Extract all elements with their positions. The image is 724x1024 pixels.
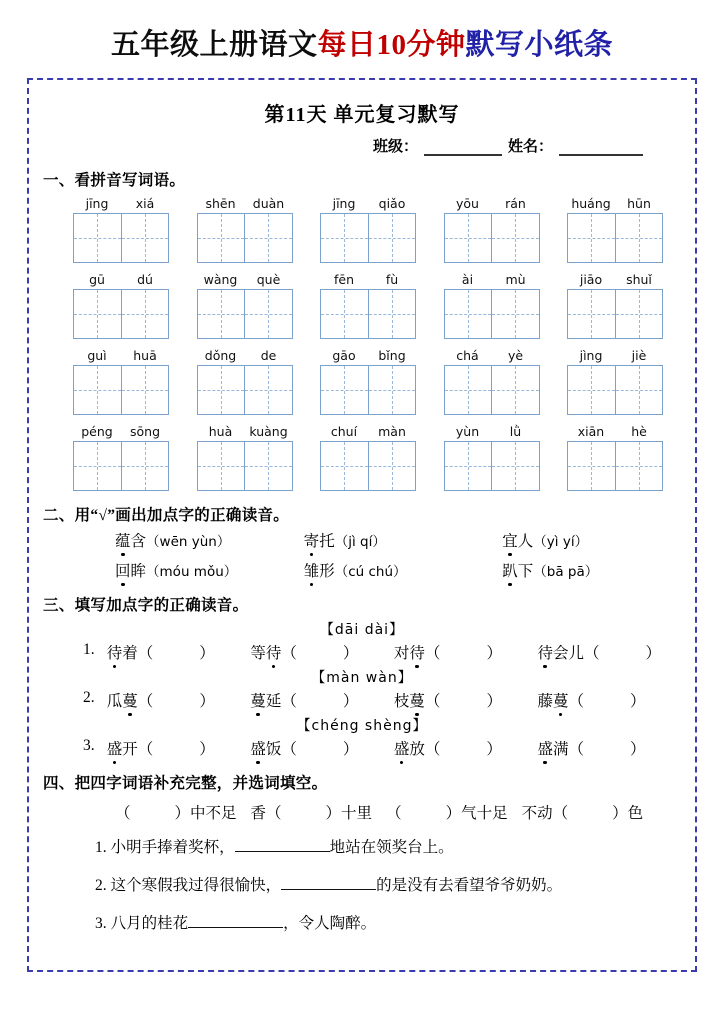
tianzige-cell[interactable] bbox=[368, 290, 416, 338]
tone-answer-row bbox=[43, 641, 681, 663]
idiom-close: ）色 bbox=[612, 805, 644, 822]
sentence-blank[interactable] bbox=[235, 838, 330, 852]
tianzige-cell[interactable] bbox=[568, 442, 615, 490]
tianzige-box[interactable] bbox=[567, 441, 663, 491]
tianzige-box[interactable] bbox=[567, 365, 663, 415]
close-paren: ） bbox=[342, 741, 359, 758]
tianzige-cell[interactable] bbox=[615, 290, 663, 338]
tianzige-cell[interactable] bbox=[244, 290, 292, 338]
tianzige-box[interactable] bbox=[197, 289, 293, 339]
pinyin-word-group bbox=[320, 272, 416, 339]
tone-item[interactable] bbox=[394, 737, 538, 759]
tianzige-box[interactable] bbox=[567, 213, 663, 263]
tianzige-box[interactable] bbox=[197, 365, 293, 415]
pinyin-syllable-2: sōng bbox=[129, 424, 161, 439]
close-paren: ） bbox=[629, 741, 646, 758]
tianzige-cell[interactable] bbox=[244, 366, 292, 414]
tianzige-box[interactable] bbox=[73, 441, 169, 491]
pinyin-syllable-2: qiǎo bbox=[378, 196, 406, 211]
prefix-text: 枝 bbox=[393, 693, 410, 710]
prefix-text: 对 bbox=[393, 645, 410, 662]
sentence-before: 八月的桂花 bbox=[110, 915, 189, 932]
tone-answer-row bbox=[43, 689, 681, 711]
tianzige-box[interactable] bbox=[444, 441, 540, 491]
word-rest: 形 bbox=[319, 563, 335, 580]
pinyin-row-2 bbox=[43, 272, 681, 339]
pinyin-pair bbox=[567, 196, 663, 211]
tianzige-cell[interactable] bbox=[615, 366, 663, 414]
pinyin-options[interactable]: （jì qí） bbox=[334, 534, 386, 550]
pinyin-syllable-2: fù bbox=[385, 272, 399, 287]
pinyin-syllable-2: kuàng bbox=[249, 424, 288, 439]
sentence-blank[interactable] bbox=[188, 914, 283, 928]
pinyin-syllable-1: jīng bbox=[332, 196, 356, 211]
word-rest: 下 bbox=[517, 563, 534, 580]
tianzige-cell[interactable] bbox=[321, 366, 368, 414]
tianzige-box[interactable] bbox=[197, 441, 293, 491]
tianzige-cell[interactable] bbox=[445, 290, 492, 338]
tianzige-cell[interactable] bbox=[368, 442, 416, 490]
idiom-close: ）气十足 bbox=[445, 805, 508, 822]
tone-item[interactable] bbox=[107, 737, 251, 759]
tianzige-cell[interactable] bbox=[121, 366, 169, 414]
pinyin-word-group bbox=[567, 348, 663, 415]
sentence-after: 的是没有去看望爷爷奶奶。 bbox=[376, 877, 563, 894]
pinyin-syllable-2: bǐng bbox=[378, 348, 406, 363]
sentence-before: 小明手捧着奖杯， bbox=[110, 839, 235, 856]
dotted-character: 盛 bbox=[107, 737, 123, 759]
pinyin-syllable-1: yùn bbox=[455, 424, 480, 439]
item-number: 2. bbox=[95, 877, 107, 894]
tianzige-cell[interactable] bbox=[121, 290, 169, 338]
pinyin-pair bbox=[320, 348, 416, 363]
pinyin-word-group bbox=[73, 348, 169, 415]
idiom-open: 香（ bbox=[250, 805, 282, 822]
pinyin-syllable-2: màn bbox=[378, 424, 406, 439]
tianzige-cell[interactable] bbox=[198, 214, 245, 262]
tianzige-cell[interactable] bbox=[445, 366, 492, 414]
tianzige-cell[interactable] bbox=[445, 442, 492, 490]
tianzige-cell[interactable] bbox=[568, 214, 615, 262]
class-input-blank[interactable] bbox=[424, 140, 502, 156]
pinyin-pair bbox=[197, 196, 293, 211]
tianzige-cell[interactable] bbox=[244, 442, 292, 490]
tianzige-cell[interactable] bbox=[321, 442, 368, 490]
pinyin-word-group bbox=[320, 196, 416, 263]
tone-item[interactable] bbox=[250, 737, 394, 759]
pinyin-options[interactable]: （yì yí） bbox=[533, 534, 589, 550]
dotted-character: 蔓 bbox=[553, 689, 569, 711]
pinyin-word-group bbox=[444, 196, 540, 263]
pinyin-word-group bbox=[197, 424, 293, 491]
tianzige-cell[interactable] bbox=[74, 366, 121, 414]
pinyin-row-4 bbox=[43, 424, 681, 491]
sentence-row bbox=[43, 873, 681, 895]
prefix-text: 等 bbox=[250, 645, 266, 662]
pinyin-syllable-1: ài bbox=[461, 272, 474, 287]
sentence-row bbox=[43, 911, 681, 933]
dotted-character: 寄 bbox=[304, 529, 320, 551]
suffix-text: 会儿（ bbox=[552, 645, 600, 662]
suffix-text: （ bbox=[137, 693, 154, 710]
pinyin-pair bbox=[444, 424, 540, 439]
tone-item[interactable] bbox=[107, 689, 251, 711]
pinyin-syllable-1: chuí bbox=[330, 424, 358, 439]
pinyin-syllable-2: xiá bbox=[135, 196, 155, 211]
sentence-row bbox=[43, 835, 681, 857]
tone-options-header: 【chéng shèng】 bbox=[296, 718, 428, 734]
tianzige-cell[interactable] bbox=[321, 290, 368, 338]
item-number: 2. bbox=[83, 689, 95, 706]
student-id-row bbox=[43, 135, 681, 156]
dotted-character: 盛 bbox=[250, 737, 266, 759]
pinyin-syllable-2: huā bbox=[133, 348, 157, 363]
tianzige-box[interactable] bbox=[320, 365, 416, 415]
class-label: 班级： bbox=[372, 139, 418, 155]
pinyin-row-3 bbox=[43, 348, 681, 415]
pinyin-pair bbox=[567, 348, 663, 363]
word-rest: 眸 bbox=[130, 563, 147, 580]
pinyin-syllable-1: jīng bbox=[85, 196, 109, 211]
close-paren: ） bbox=[645, 645, 661, 662]
dotted-character: 趴 bbox=[502, 559, 518, 581]
pronunciation-item[interactable] bbox=[115, 529, 304, 551]
prefix-text: 瓜 bbox=[106, 693, 123, 710]
pinyin-pair bbox=[197, 424, 293, 439]
pinyin-pair bbox=[320, 272, 416, 287]
dotted-character: 待 bbox=[537, 641, 553, 663]
tone-group-3 bbox=[43, 715, 681, 759]
pinyin-word-group bbox=[444, 348, 540, 415]
tianzige-cell[interactable] bbox=[568, 290, 615, 338]
pinyin-options[interactable]: （cú chú） bbox=[334, 564, 407, 580]
pinyin-pair bbox=[320, 424, 416, 439]
tianzige-cell[interactable] bbox=[368, 214, 416, 262]
tianzige-box[interactable] bbox=[320, 213, 416, 263]
suffix-text: 满（ bbox=[552, 741, 584, 758]
pronunciation-item[interactable] bbox=[304, 529, 503, 551]
pinyin-syllable-2: rán bbox=[505, 196, 526, 211]
close-paren: ） bbox=[199, 741, 215, 758]
tone-item[interactable] bbox=[394, 641, 538, 663]
sentence-before: 这个寒假我过得很愉快， bbox=[110, 877, 282, 894]
pinyin-word-group bbox=[320, 348, 416, 415]
tianzige-box[interactable] bbox=[444, 365, 540, 415]
suffix-text: （ bbox=[281, 645, 297, 662]
tianzige-cell[interactable] bbox=[74, 290, 121, 338]
tianzige-box[interactable] bbox=[320, 289, 416, 339]
pinyin-options[interactable]: （móu mǒu） bbox=[146, 564, 238, 580]
suffix-text: 着（ bbox=[122, 645, 154, 662]
pronunciation-item[interactable] bbox=[304, 559, 503, 581]
item-number: 1. bbox=[83, 641, 95, 658]
dotted-character: 蔓 bbox=[250, 689, 266, 711]
pinyin-word-group bbox=[567, 196, 663, 263]
dotted-character: 蕴 bbox=[115, 529, 131, 551]
name-input-blank[interactable] bbox=[559, 140, 643, 156]
pinyin-word-group bbox=[444, 272, 540, 339]
pinyin-pair bbox=[73, 196, 169, 211]
tianzige-cell[interactable] bbox=[244, 214, 292, 262]
tone-item[interactable] bbox=[537, 737, 681, 759]
pinyin-syllable-2: shuǐ bbox=[626, 272, 652, 287]
pinyin-syllable-2: hūn bbox=[627, 196, 651, 211]
suffix-text: （ bbox=[568, 693, 584, 710]
tone-item[interactable] bbox=[537, 641, 681, 663]
pinyin-syllable-1: guì bbox=[87, 348, 107, 363]
pinyin-syllable-1: huáng bbox=[571, 196, 611, 211]
pinyin-syllable-2: duàn bbox=[252, 196, 285, 211]
tone-answer-row bbox=[43, 737, 681, 759]
pinyin-word-group bbox=[320, 424, 416, 491]
pinyin-syllable-2: mù bbox=[505, 272, 526, 287]
dotted-character: 雏 bbox=[304, 559, 320, 581]
tone-item[interactable] bbox=[250, 689, 394, 711]
pronunciation-item[interactable] bbox=[502, 559, 681, 581]
suffix-text: （ bbox=[424, 645, 441, 662]
pinyin-pair bbox=[197, 272, 293, 287]
close-paren: ） bbox=[342, 693, 359, 710]
pinyin-pair bbox=[567, 424, 663, 439]
tianzige-cell[interactable] bbox=[74, 214, 121, 262]
pinyin-syllable-1: chá bbox=[456, 348, 479, 363]
pinyin-syllable-1: xiān bbox=[577, 424, 605, 439]
name-label: 姓名： bbox=[507, 139, 553, 155]
dotted-character: 待 bbox=[409, 641, 425, 663]
tianzige-cell[interactable] bbox=[615, 214, 663, 262]
tianzige-box[interactable] bbox=[444, 289, 540, 339]
pronunciation-row-1 bbox=[115, 529, 681, 551]
pinyin-syllable-1: dǒng bbox=[204, 348, 237, 363]
tianzige-cell[interactable] bbox=[491, 366, 539, 414]
tone-group-2 bbox=[43, 667, 681, 711]
tone-item[interactable] bbox=[107, 641, 251, 663]
close-paren: ） bbox=[342, 645, 359, 662]
pronunciation-choice-grid bbox=[43, 529, 681, 581]
pinyin-pair bbox=[73, 348, 169, 363]
idiom-open: 不动（ bbox=[521, 805, 569, 822]
item-number: 3. bbox=[95, 915, 107, 932]
suffix-text: 放（ bbox=[409, 741, 441, 758]
pinyin-word-group bbox=[197, 272, 293, 339]
tianzige-box[interactable] bbox=[73, 365, 169, 415]
word-rest: 人 bbox=[517, 533, 534, 550]
pinyin-syllable-1: yōu bbox=[456, 196, 479, 211]
tianzige-box[interactable] bbox=[567, 289, 663, 339]
dotted-character: 待 bbox=[266, 641, 282, 663]
section-4-title: 四、把四字词语补充完整，并选词填空。 bbox=[43, 775, 328, 792]
idiom-open: （ bbox=[386, 805, 402, 822]
pinyin-word-group bbox=[567, 424, 663, 491]
close-paren: ） bbox=[630, 693, 646, 710]
worksheet-frame bbox=[27, 78, 697, 972]
pinyin-pair bbox=[444, 272, 540, 287]
pinyin-pair bbox=[444, 348, 540, 363]
close-paren: ） bbox=[486, 645, 502, 662]
prefix-text: 藤 bbox=[537, 693, 553, 710]
tianzige-box[interactable] bbox=[444, 213, 540, 263]
pinyin-syllable-1: fēn bbox=[333, 272, 354, 287]
pinyin-word-group bbox=[444, 424, 540, 491]
tianzige-box[interactable] bbox=[320, 441, 416, 491]
title-segment-black: 五年级上册语文 bbox=[110, 29, 318, 61]
tone-options-header: 【màn wàn】 bbox=[311, 670, 413, 686]
pinyin-options[interactable]: （bā pā） bbox=[533, 564, 599, 580]
tianzige-cell[interactable] bbox=[321, 214, 368, 262]
pinyin-grid-rows bbox=[43, 196, 681, 491]
pinyin-syllable-2: què bbox=[256, 272, 281, 287]
tianzige-cell[interactable] bbox=[198, 366, 245, 414]
pinyin-syllable-1: shēn bbox=[205, 196, 236, 211]
tianzige-cell[interactable] bbox=[491, 442, 539, 490]
close-paren: ） bbox=[486, 693, 502, 710]
pinyin-syllable-2: yè bbox=[507, 348, 524, 363]
pronunciation-row-2 bbox=[115, 559, 681, 581]
pinyin-word-group bbox=[73, 424, 169, 491]
pinyin-syllable-2: jiè bbox=[631, 348, 647, 363]
item-number: 3. bbox=[83, 737, 95, 754]
tianzige-cell[interactable] bbox=[121, 442, 169, 490]
dotted-character: 蔓 bbox=[122, 689, 138, 711]
tianzige-cell[interactable] bbox=[615, 442, 663, 490]
title-segment-red: 每日10分钟 bbox=[317, 29, 466, 61]
pinyin-pair bbox=[73, 424, 169, 439]
pinyin-word-group bbox=[73, 196, 169, 263]
pinyin-syllable-1: jiāo bbox=[579, 272, 603, 287]
tianzige-cell[interactable] bbox=[74, 442, 121, 490]
pinyin-row-1 bbox=[43, 196, 681, 263]
tianzige-box[interactable] bbox=[73, 213, 169, 263]
word-rest: 托 bbox=[319, 533, 335, 550]
suffix-text: （ bbox=[424, 693, 441, 710]
pinyin-word-group bbox=[197, 348, 293, 415]
tianzige-cell[interactable] bbox=[445, 214, 492, 262]
pinyin-syllable-1: gāo bbox=[332, 348, 356, 363]
sentence-blank[interactable] bbox=[281, 876, 376, 890]
sentence-after: 地站在领奖台上。 bbox=[329, 839, 454, 856]
tianzige-cell[interactable] bbox=[491, 214, 539, 262]
suffix-text: 饭（ bbox=[265, 741, 297, 758]
tone-item[interactable] bbox=[250, 641, 394, 663]
pinyin-syllable-2: de bbox=[260, 348, 277, 363]
pinyin-word-group bbox=[73, 272, 169, 339]
pinyin-pair bbox=[73, 272, 169, 287]
sentence-after: ，令人陶醉。 bbox=[283, 915, 377, 932]
section-2-title: 二、用“√”画出加点字的正确读音。 bbox=[43, 507, 290, 524]
word-rest: 含 bbox=[130, 533, 147, 550]
dotted-character: 盛 bbox=[394, 737, 410, 759]
tone-item[interactable] bbox=[537, 689, 681, 711]
close-paren: ） bbox=[199, 693, 215, 710]
pinyin-syllable-1: jìng bbox=[579, 348, 603, 363]
pinyin-pair bbox=[444, 196, 540, 211]
close-paren: ） bbox=[486, 741, 502, 758]
tone-item[interactable] bbox=[394, 689, 538, 711]
suffix-text: 开（ bbox=[122, 741, 154, 758]
dotted-character: 待 bbox=[107, 641, 123, 663]
pinyin-pair bbox=[320, 196, 416, 211]
tianzige-cell[interactable] bbox=[368, 366, 416, 414]
suffix-text: 延（ bbox=[265, 693, 297, 710]
pronunciation-item[interactable] bbox=[502, 529, 681, 551]
pinyin-pair bbox=[197, 348, 293, 363]
section-3-title: 三、填写加点字的正确读音。 bbox=[43, 597, 249, 614]
idiom-close: ）十里 bbox=[325, 805, 373, 822]
pinyin-options[interactable]: （wēn yùn） bbox=[146, 534, 231, 550]
page-title bbox=[0, 0, 724, 69]
pinyin-syllable-1: wàng bbox=[203, 272, 238, 287]
idiom-close: ）中不足 bbox=[174, 805, 237, 822]
title-segment-blue: 默写小纸条 bbox=[465, 29, 614, 61]
item-number: 1. bbox=[95, 839, 107, 856]
pinyin-syllable-1: huà bbox=[208, 424, 233, 439]
pronunciation-item[interactable] bbox=[115, 559, 304, 581]
idiom-open: （ bbox=[115, 805, 131, 822]
close-paren: ） bbox=[199, 645, 215, 662]
tianzige-cell[interactable] bbox=[198, 442, 245, 490]
tianzige-cell[interactable] bbox=[198, 290, 245, 338]
pinyin-syllable-2: lǜ bbox=[509, 424, 522, 439]
pinyin-syllable-1: péng bbox=[81, 424, 113, 439]
pinyin-pair bbox=[567, 272, 663, 287]
tianzige-box[interactable] bbox=[197, 213, 293, 263]
dotted-character: 蔓 bbox=[409, 689, 425, 711]
pinyin-word-group bbox=[567, 272, 663, 339]
dotted-character: 回 bbox=[115, 559, 131, 581]
pinyin-word-group bbox=[197, 196, 293, 263]
pinyin-syllable-1: gū bbox=[89, 272, 105, 287]
idiom-fill-row bbox=[43, 801, 681, 823]
tianzige-box[interactable] bbox=[73, 289, 169, 339]
pinyin-syllable-2: hè bbox=[631, 424, 647, 439]
tianzige-cell[interactable] bbox=[121, 214, 169, 262]
dotted-character: 宜 bbox=[502, 529, 518, 551]
tianzige-cell[interactable] bbox=[491, 290, 539, 338]
tianzige-cell[interactable] bbox=[568, 366, 615, 414]
dotted-character: 盛 bbox=[537, 737, 553, 759]
worksheet-heading: 第11天 单元复习默写 bbox=[264, 104, 460, 126]
tone-group-1 bbox=[43, 619, 681, 663]
tone-options-header: 【dāi dài】 bbox=[319, 622, 405, 638]
section-1-title: 一、看拼音写词语。 bbox=[43, 172, 186, 189]
pinyin-syllable-2: dú bbox=[137, 272, 153, 287]
